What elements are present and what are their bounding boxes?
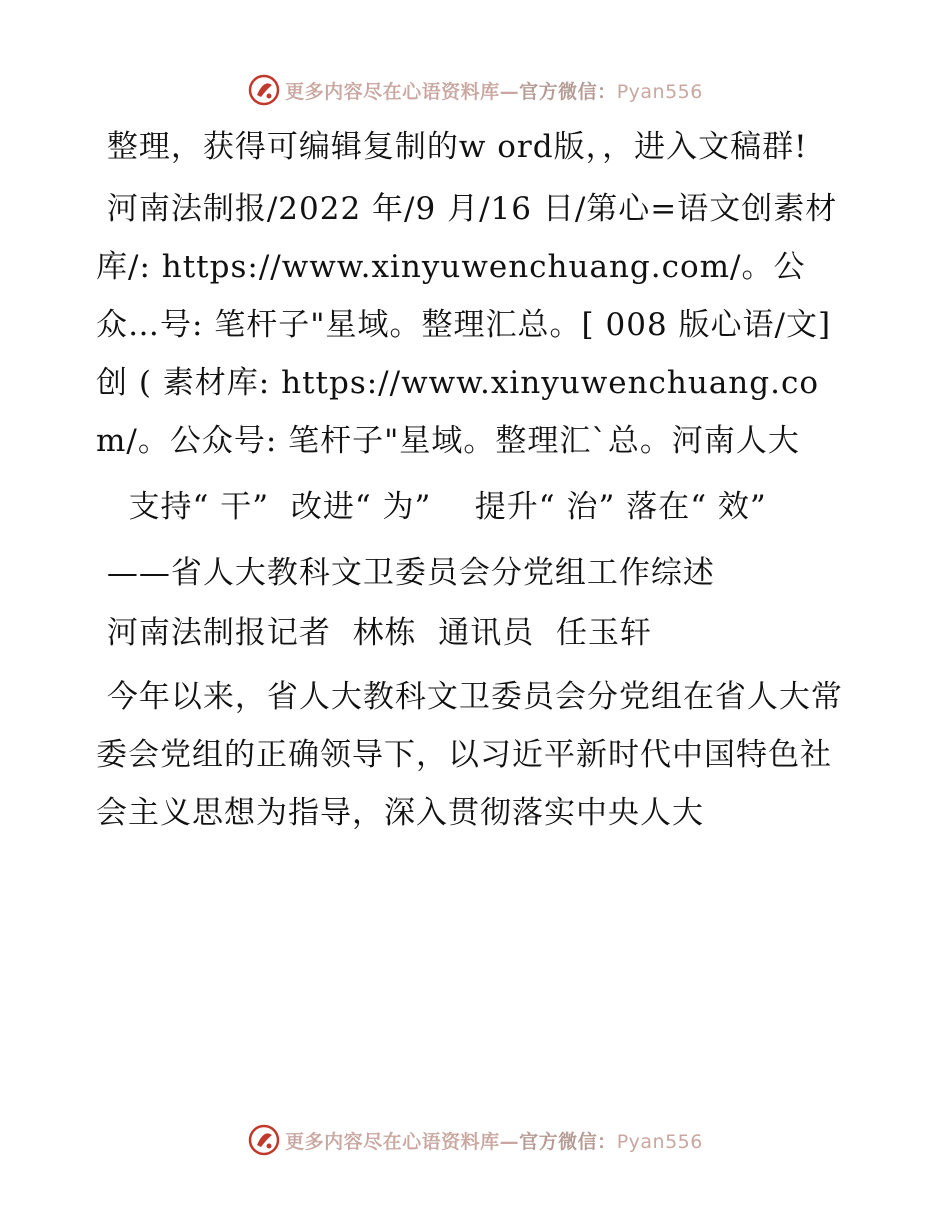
- watermark-separator: —: [499, 1130, 520, 1153]
- watermark-group: [247, 1123, 703, 1157]
- body-paragraph: 今年以来，省人大教科文卫委员会分党组在省人大常委会党组的正确领导下，以习近平新时代中国特色社会主义思想为指导，深入贯彻落实中央人大: [96, 679, 843, 831]
- header-watermark: [0, 70, 950, 110]
- article-byline: 河南法制报记者 林栋 通讯员 任玉轩: [96, 615, 652, 651]
- intro-paragraph: 整理，获得可编辑复制的w ord版，，进入文稿群!: [96, 129, 808, 165]
- watermark-text: [285, 1127, 703, 1154]
- watermark-group: [247, 73, 703, 107]
- article-title: 支持“ 干” 改进“ 为” 提升“ 治” 落在“ 效”: [96, 489, 767, 525]
- source-paragraph: 河南法制报/2022 年/9 月/16 日/第心=语文创素材库/: https://www.xinyuwenchuang.com/。公众…号: 笔杆子"星域。整理汇总。[ 008 版心语/文]创 ( 素材库: https://www.xinyuwenchuang.com/。公众号: 笔杆子"星域。整理汇`总。河南人大: [96, 191, 838, 459]
- seal-logo-icon: [247, 1123, 281, 1157]
- watermark-handle: Pyan556: [616, 1130, 703, 1153]
- article-subtitle: ——省人大教科文卫委员会分党组工作综述: [96, 555, 715, 591]
- watermark-brand: 更多内容尽在心语资料库: [285, 80, 500, 103]
- seal-logo-icon: [247, 73, 281, 107]
- watermark-official-label: 官方微信：: [519, 80, 617, 103]
- footer-watermark: [0, 1120, 950, 1160]
- document-body: [96, 118, 856, 852]
- watermark-separator: —: [499, 80, 520, 103]
- watermark-handle: Pyan556: [616, 80, 703, 103]
- watermark-official-label: 官方微信：: [519, 1130, 617, 1153]
- watermark-text: [285, 77, 703, 104]
- watermark-brand: 更多内容尽在心语资料库: [285, 1130, 500, 1153]
